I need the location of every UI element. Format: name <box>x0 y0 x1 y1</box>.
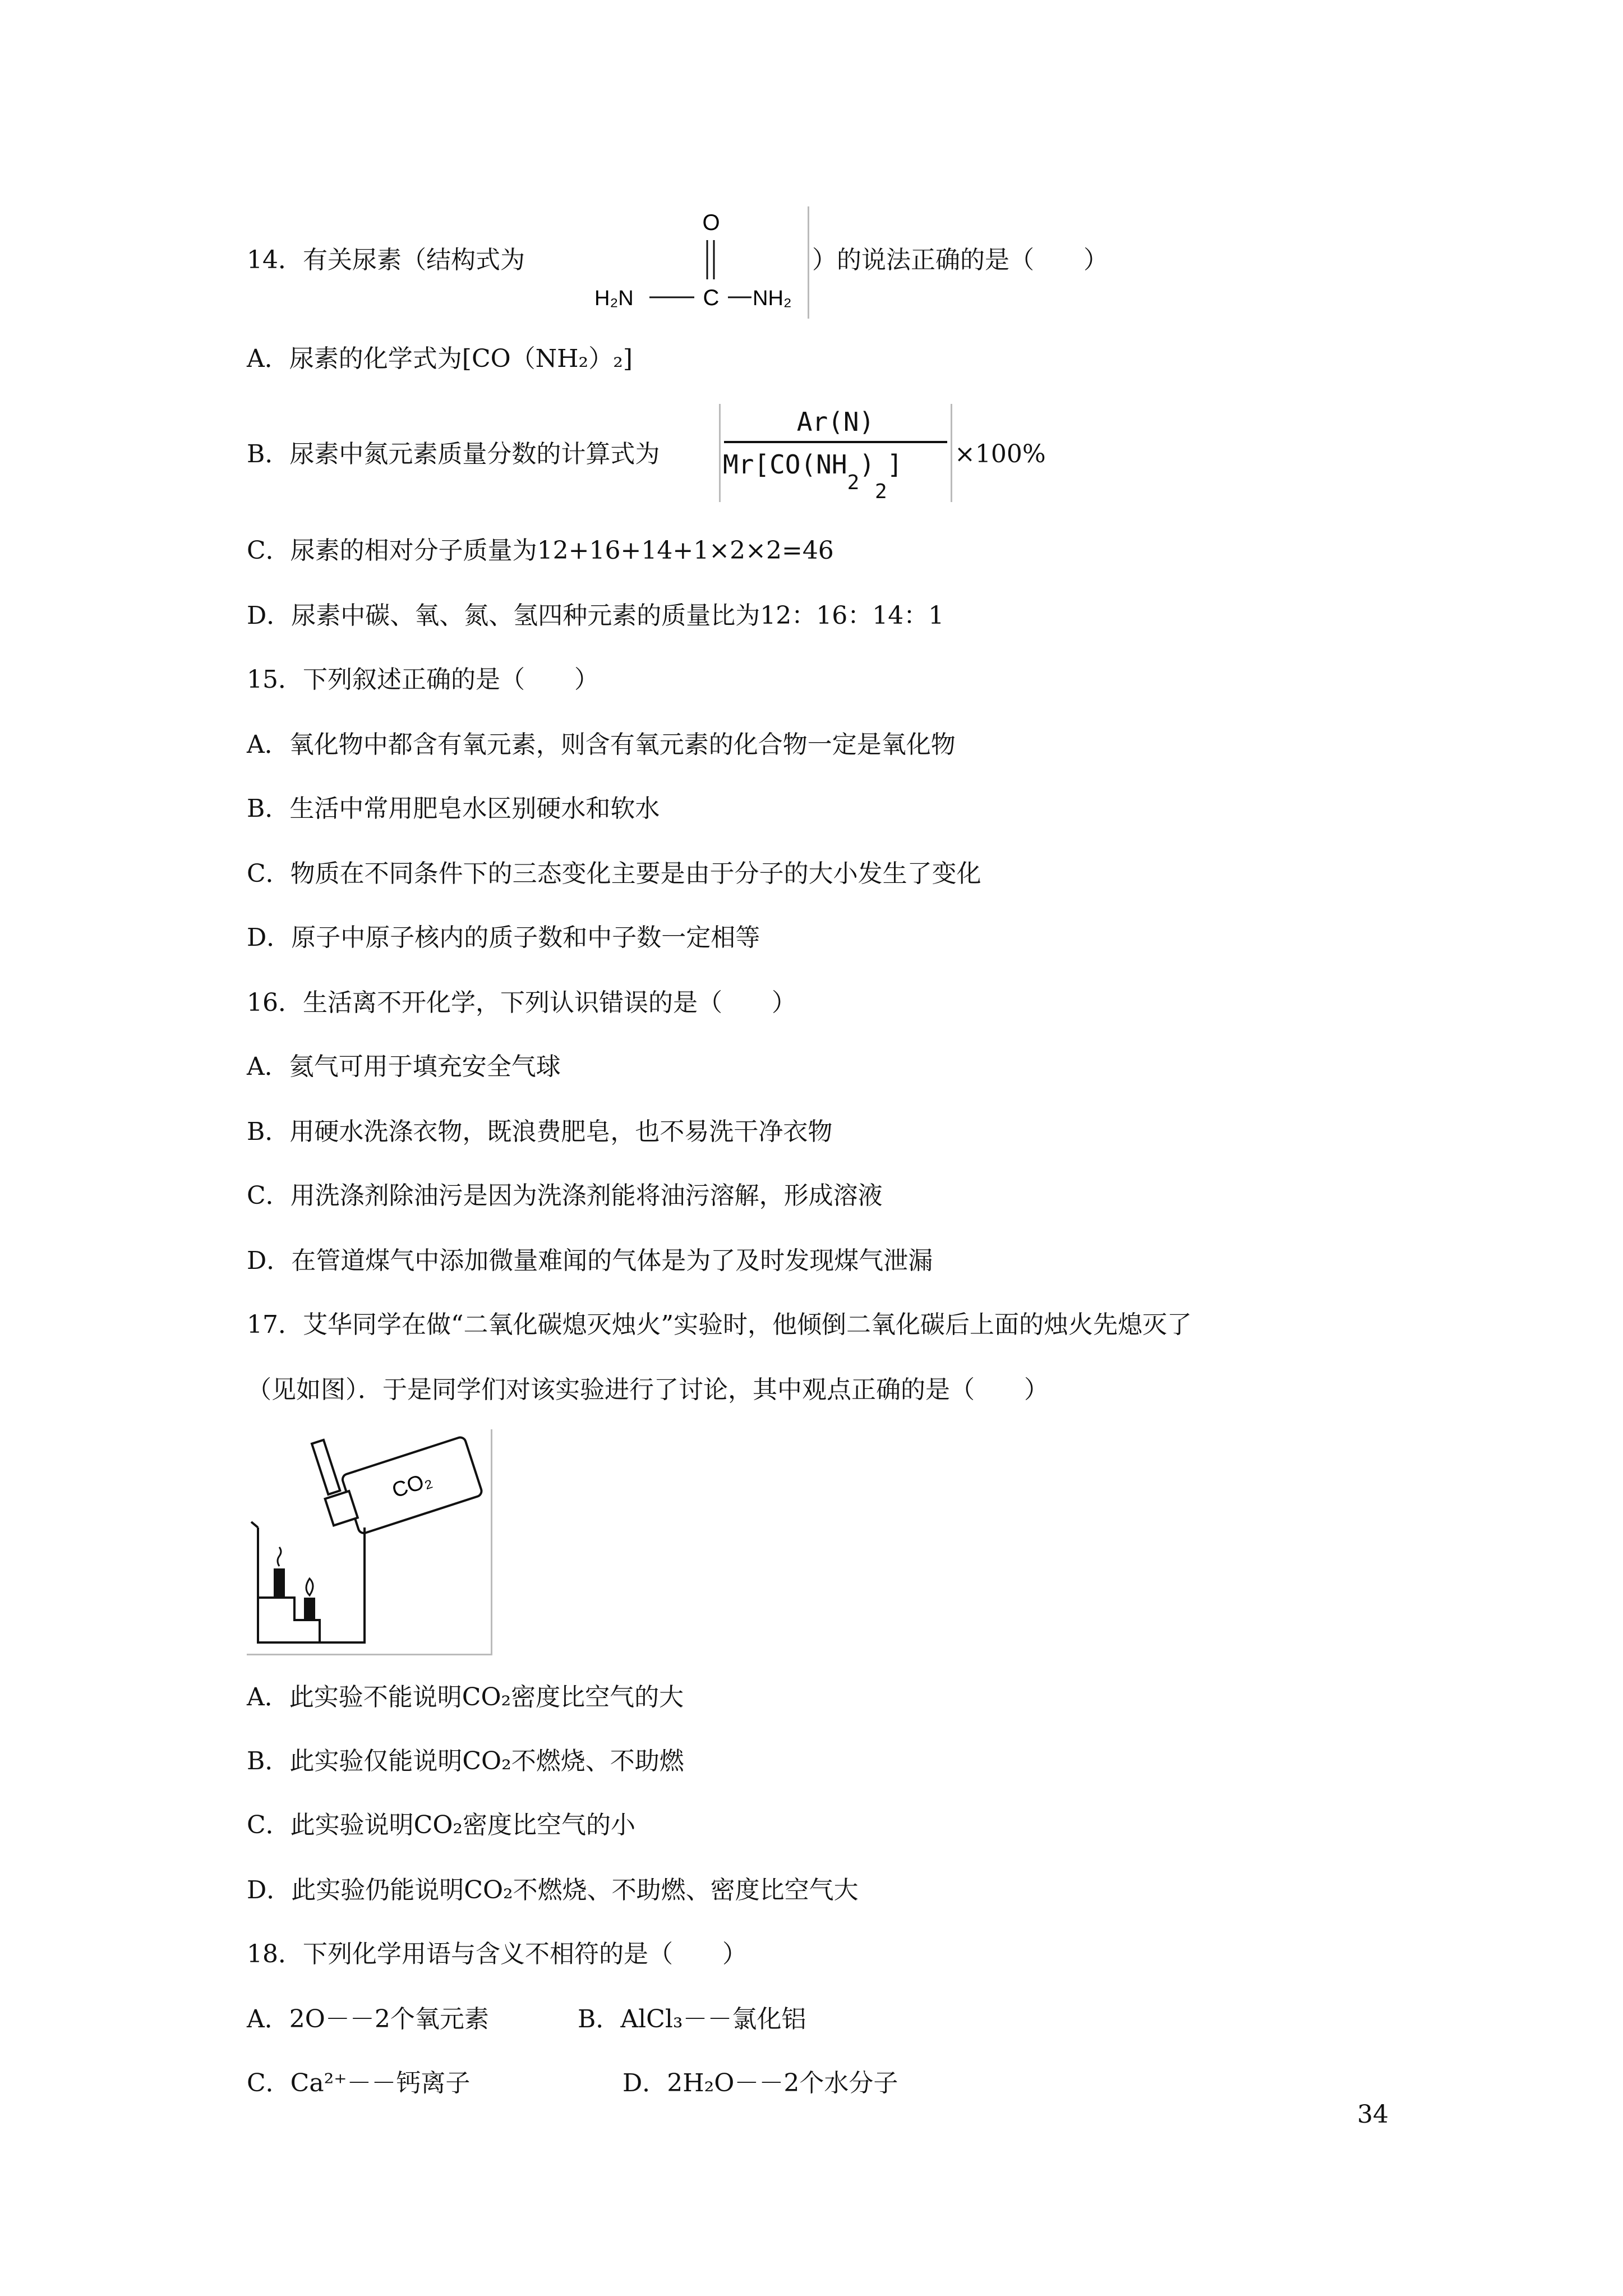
urea-right-group: NH₂ <box>753 287 792 310</box>
fraction-numerator: Ar(N) <box>796 407 875 437</box>
co2-experiment-figure <box>247 1429 492 1655</box>
fraction-bar <box>724 441 947 443</box>
q18-stem: 18．下列化学用语与含义不相符的是（ ） <box>247 1940 747 1968</box>
denominator-sub2: 2 <box>874 480 887 503</box>
urea-structure-icon <box>583 206 808 319</box>
q15-option-b: B．生活中常用肥皂水区别硬水和软水 <box>247 794 660 823</box>
denominator-end: ] <box>887 449 903 480</box>
q16-option-d: D．在管道煤气中添加微量难闻的气体是为了及时发现煤气泄漏 <box>247 1246 933 1275</box>
q14-option-a: A．尿素的化学式为[CO（NH₂）₂] <box>247 344 633 373</box>
urea-center-atom: C <box>703 286 720 310</box>
q17-option-c: C．此实验说明CO₂密度比空气的小 <box>247 1811 636 1839</box>
q14-option-b-prefix: B．尿素中氮元素质量分数的计算式为 <box>247 440 660 468</box>
q17-stem-line1: 17．艾华同学在做“二氧化碳熄灭烛火”实验时，他倾倒二氧化碳后上面的烛火先熄灭了 <box>247 1310 1192 1339</box>
q15-option-c: C．物质在不同条件下的三态变化主要是由于分子的大小发生了变化 <box>247 859 981 888</box>
page-number: 34 <box>1357 2100 1389 2129</box>
q18-option-a: A．2O－－2个氧元素 <box>247 2005 489 2033</box>
q15-option-d: D．原子中原子核内的质子数和中子数一定相等 <box>247 923 760 952</box>
q16-option-a: A．氦气可用于填充安全气球 <box>247 1052 561 1081</box>
urea-left-group: H₂N <box>594 287 634 310</box>
q14-stem-after: ）的说法正确的是（ ） <box>812 246 1108 274</box>
q17-option-d: D．此实验仍能说明CO₂不燃烧、不助燃、密度比空气大 <box>247 1876 859 1904</box>
q17-option-a: A．此实验不能说明CO₂密度比空气的大 <box>247 1683 684 1711</box>
q18-option-d: D．2H₂O－－2个水分子 <box>623 2069 898 2097</box>
co2-pouring-candles-icon <box>247 1429 491 1654</box>
q18-option-b: B．AlCl₃－－氯化铝 <box>578 2005 806 2033</box>
q17-stem-line2: （见如图）．于是同学们对该实验进行了讨论，其中观点正确的是（ ） <box>247 1375 1049 1404</box>
urea-structure-figure <box>583 206 809 319</box>
fraction-denominator <box>723 449 903 503</box>
q14-option-b-suffix: ×100% <box>955 440 1046 468</box>
q16-stem: 16．生活离不开化学，下列认识错误的是（ ） <box>247 988 796 1017</box>
nitrogen-fraction-formula <box>719 404 952 502</box>
q14-option-c: C．尿素的相对分子质量为12+16+14+1×2×2=46 <box>247 536 834 565</box>
denominator-close: ) <box>859 449 875 480</box>
q14-stem-before: 14．有关尿素（结构式为 <box>247 246 525 274</box>
denominator-sub: 2 <box>847 471 860 494</box>
q15-stem: 15．下列叙述正确的是（ ） <box>247 665 599 694</box>
q14-option-d: D．尿素中碳、氧、氮、氢四种元素的质量比为12：16：14：1 <box>247 601 944 630</box>
q15-option-a: A．氧化物中都含有氧元素，则含有氧元素的化合物一定是氧化物 <box>247 730 956 759</box>
co2-label: CO₂ <box>389 1467 435 1503</box>
q17-option-b: B．此实验仅能说明CO₂不燃烧、不助燃 <box>247 1747 684 1775</box>
denominator-main: Mr[CO(NH <box>723 449 847 480</box>
q18-option-c: C．Ca²⁺－－钙离子 <box>247 2069 471 2097</box>
urea-top-atom: O <box>702 210 720 235</box>
q16-option-b: B．用硬水洗涤衣物，既浪费肥皂，也不易洗干净衣物 <box>247 1117 833 1146</box>
q16-option-c: C．用洗涤剂除油污是因为洗涤剂能将油污溶解，形成溶液 <box>247 1181 883 1210</box>
